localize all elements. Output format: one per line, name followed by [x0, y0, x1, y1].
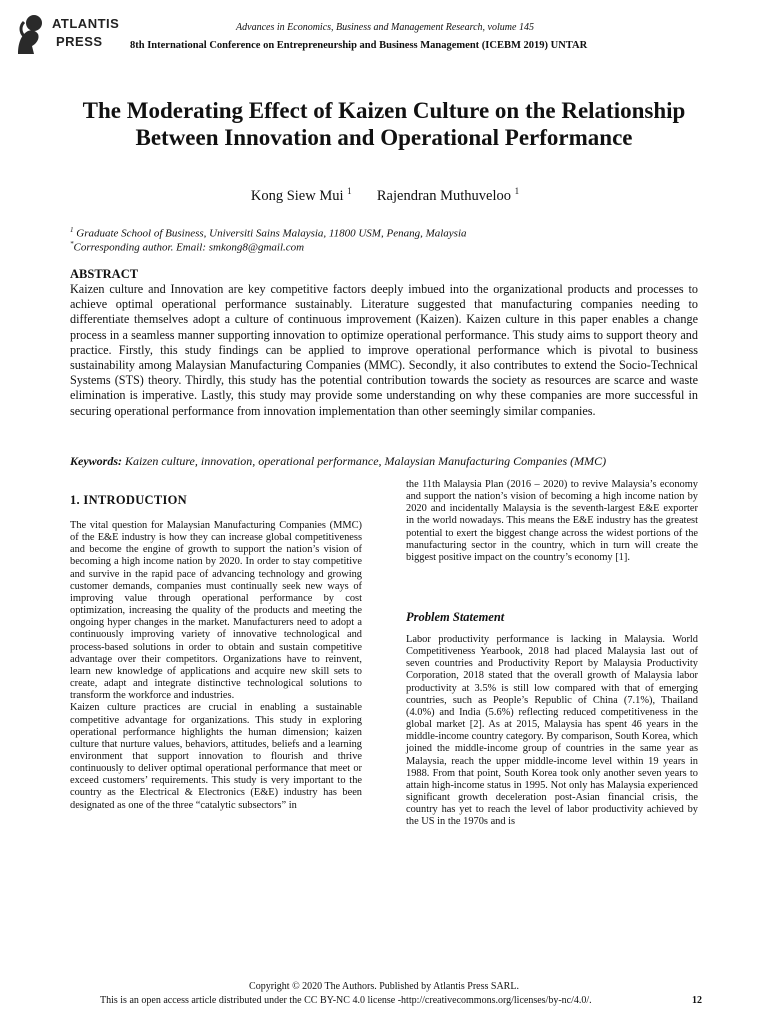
author-name: Kong Siew Mui [250, 187, 344, 204]
logo-text-press: PRESS [56, 34, 103, 49]
paragraph: Kaizen culture practices are crucial in enabling a sustainable competitive advantage for organizations. This study in exploring operational performance highlights the human dimension; kaizen culture that nurture values, behaviors, attitudes, beliefs and a learning environment that support innovation to flourish and thrive continuously to deliver optimal operational performance that meet or exceed customers’ requirements. This study is very important to the country as the Electrical & Electronics (E&E) industry has been designated as one of the three “catalytic subsectors” in [70, 702, 362, 811]
left-column [70, 520, 362, 812]
author-list [120, 186, 650, 205]
abstract-heading: ABSTRACT [70, 267, 139, 281]
footer-license: This is an open access article distributed under the CC BY-NC 4.0 license -http://creativecommons.org/licenses/by-nc/4.0/. [100, 995, 592, 1006]
page-number: 12 [692, 995, 702, 1006]
keywords [70, 454, 710, 469]
corresponding-mark: * [70, 240, 74, 248]
atlas-logo-icon [14, 14, 48, 54]
running-header-series: Advances in Economics, Business and Management Research, volume 145 [236, 22, 534, 33]
logo-text-atlantis: ATLANTIS [52, 16, 120, 31]
affiliation-text: Graduate School of Business, Universiti Sains Malaysia, 11800 USM, Penang, Malaysia [76, 227, 467, 240]
paragraph: The vital question for Malaysian Manufacturing Companies (MMC) of the E&E industry is how they can increase global competitiveness and become the engine of growth to support the nation’s vision of becoming a high income nation by 2020. In order to stay competitive and survive in the rapid pace of advancing technology and growing customer demands, companies must continually seek new ways of improving value through operational performance by cost optimization, increasing the quality of the products and meeting the ongoing hyper changes in the market. Manufacturers need to adopt a continuously improving variety of innovative technological and process-based solutions in order to obtain and sustain competitive advantage over their competitors. Organizations have to reinvent, learn new knowledge of applications and acquire new skill sets to create, adapt and integrate distinctive technological solutions to transform the workforce and industries. [70, 520, 362, 702]
author-affiliation-mark: 1 [347, 186, 352, 196]
subsection-heading-problem-statement: Problem Statement [406, 610, 505, 624]
keywords-label: Keywords: [70, 454, 122, 468]
paragraph: Labor productivity performance is lacking in Malaysia. World Competitiveness Yearbook, 2018 had placed Malaysia last out of seven countries and Productivity Report by Malaysia Productivity Corporation, 2018 stated that the overall growth of Malaysia labor productivity at 3.5% is still low compared with that of emerging countries, such as People’s Republic of China (7.1%), Thailand (4.0%) and India (5.6%) reflecting reduced competitiveness in the global market [2]. As at 2015, Malaysia has spent 46 years in the middle-income country category. By comparison, South Korea, which joined the middle-income group of countries in the same year as Malaysia, reach the upper middle-income level within 19 years in 1988. From that point, South Korea took only another seven years to attain high-income status in 1995. Not only has Malaysia experienced significant growth deceleration post-Asian financial crisis, the country has yet to reach the level of labor productivity achieved by the US in the 1970s and is [406, 634, 698, 828]
affiliation-mark: 1 [70, 226, 74, 234]
paragraph: the 11th Malaysia Plan (2016 – 2020) to revive Malaysia’s economy and support the nation’s vision of becoming a high income nation by 2020 and incidentally Malaysia is the seventh-largest E&E exporter in the world nowadays. This means the E&E industry has the greatest potential to exert the biggest change across the widest portions of the manufacturing sector in the country, which in turn will create the biggest positive impact on the country’s economy [1]. [406, 479, 698, 563]
footer-copyright: Copyright © 2020 The Authors. Published by Atlantis Press SARL. [249, 981, 519, 992]
section-heading-introduction: 1. INTRODUCTION [70, 493, 188, 507]
author-name: Rajendran Muthuveloo [376, 187, 511, 204]
right-column-top [406, 479, 698, 564]
publisher-logo [14, 14, 134, 54]
author-affiliation-mark: 1 [514, 186, 520, 196]
running-header-conference: 8th International Conference on Entrepreneurship and Business Management (ICEBM 2019) UNTAR [130, 40, 588, 51]
abstract-text: Kaizen culture and Innovation are key competitive factors deeply imbued into the organizational products and processes to achieve optimal operational performance sustainably. Literature suggested that manufacturing companies needing to differentiate themselves adopt a culture of continuous improvement (Kaizen). Kaizen culture in this paper enables a change process in a seamless manner supporting innovation to optimize operational performance. This study aims to support theory and practice. Firstly, this study findings can be applied to improve operational performance which is pivotal to business sustainability among Malaysian Manufacturing Companies (MMC). Secondly, it also contributes to extend the Socio-Technical Systems (STS) theory. Thirdly, this study has the potential contribution towards the society as resources are scarce and waste elimination is imperative. Lastly, this study may provide some understanding on why these companies are more successful in securing operational performance from innovation implementation than other seemingly similar companies. [70, 282, 698, 418]
right-column-bottom [406, 634, 698, 829]
keywords-list: Kaizen culture, innovation, operational performance, Malaysian Manufacturing Companies (MMC) [125, 454, 607, 468]
affiliation [70, 226, 710, 240]
corresponding-author [70, 240, 710, 254]
paper-title: The Moderating Effect of Kaizen Culture on the Relationship Between Innovation and Operational Performance [82, 98, 686, 150]
corresponding-text: Corresponding author. Email: smkong8@gmail.com [73, 241, 305, 254]
